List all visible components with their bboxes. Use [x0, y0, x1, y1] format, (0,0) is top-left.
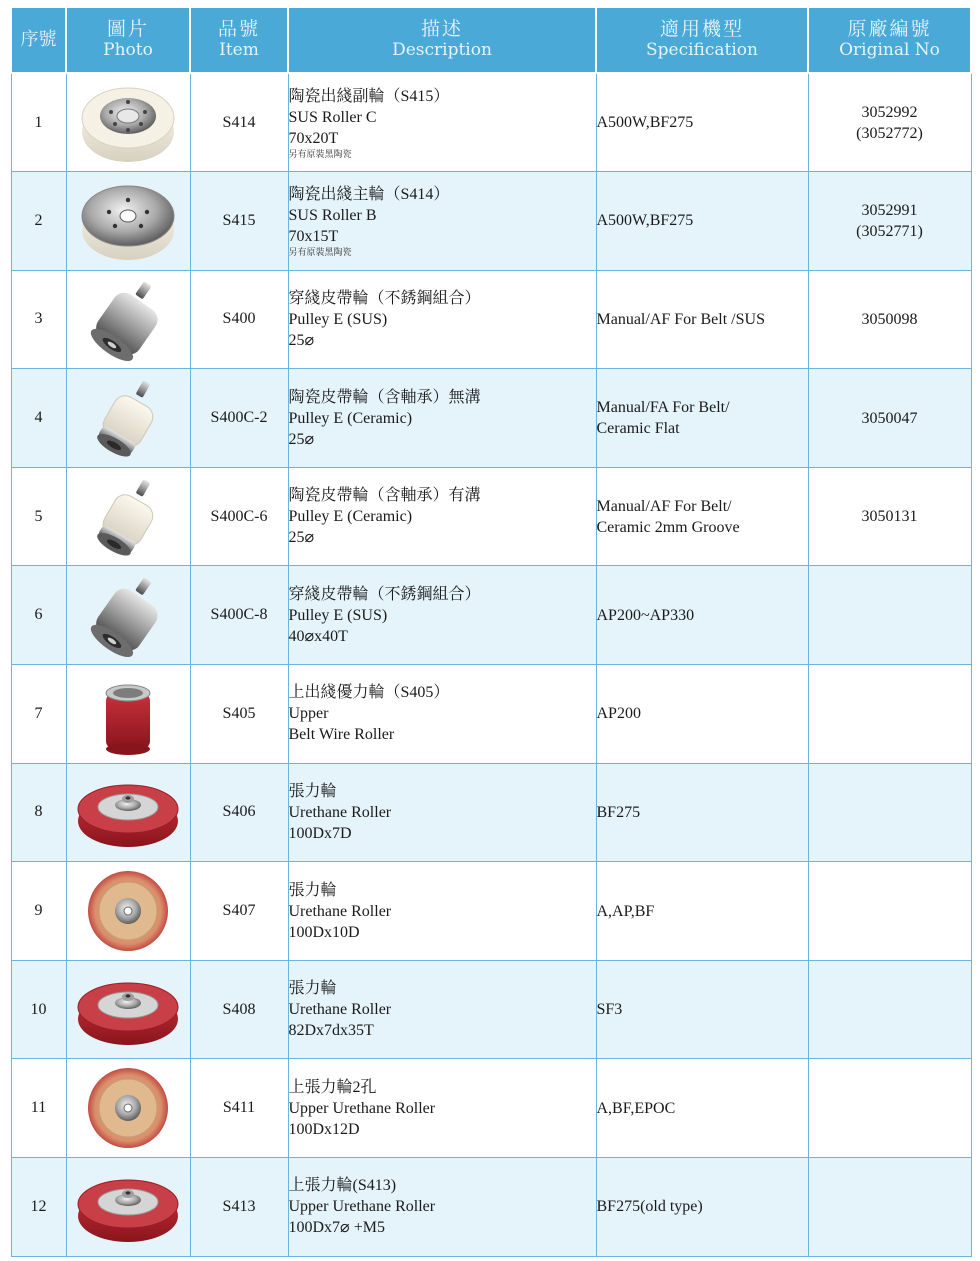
description-line: Urethane Roller: [288, 803, 392, 821]
original-no-cell: [808, 566, 971, 665]
specification-cell: [596, 862, 808, 961]
description-line: 穿綫皮帶輪（不銹鋼組合）: [288, 289, 481, 307]
item-code: S411: [190, 1059, 288, 1158]
description-cell: [288, 566, 596, 665]
description-line: 40⌀x40T: [288, 627, 348, 645]
urethane-roller-side-icon: [73, 1164, 183, 1250]
item-code: S407: [190, 862, 288, 961]
description-line: Pulley E (Ceramic): [288, 409, 413, 427]
row-number: 2: [11, 172, 66, 271]
description-line: Upper: [288, 705, 329, 723]
description-line: 82Dx7dx35T: [288, 1022, 374, 1040]
table-row: [11, 763, 971, 862]
original-no-cell: [808, 467, 971, 566]
description-line: 25⌀: [288, 529, 315, 547]
specification-line: A500W,BF275: [596, 212, 694, 230]
description-line: 穿綫皮帶輪（不銹鋼組合）: [288, 585, 481, 603]
specification-cell: [596, 369, 808, 468]
original-no-line: 3050047: [861, 409, 918, 427]
table-row: [11, 467, 971, 566]
table-row: [11, 1158, 971, 1257]
original-no-line: (3052771): [856, 222, 923, 240]
description-cell: [288, 467, 596, 566]
specification-cell: [596, 270, 808, 369]
product-photo: [66, 73, 190, 172]
original-no-cell: [808, 1158, 971, 1257]
item-code: S400C-2: [190, 369, 288, 468]
specification-line: SF3: [596, 1001, 623, 1019]
specification-line: Manual/AF For Belt/: [596, 497, 732, 515]
specification-line: AP200: [596, 705, 641, 723]
description-line: 張力輪: [288, 782, 337, 800]
row-number: 7: [11, 665, 66, 764]
table-row: [11, 1059, 971, 1158]
specification-cell: [596, 665, 808, 764]
row-number: 4: [11, 369, 66, 468]
description-line: 70x15T: [288, 227, 339, 245]
row-number: 3: [11, 270, 66, 369]
description-line: 陶瓷出綫主輪（S414）: [288, 185, 450, 203]
description-line: 上張力輪(S413): [288, 1177, 397, 1195]
item-code: S400C-8: [190, 566, 288, 665]
original-no-line: 3050098: [861, 310, 918, 328]
steel-roller-icon: [73, 178, 183, 264]
description-line: 100Dx7D: [288, 824, 352, 842]
table-row: [11, 665, 971, 764]
item-code: S400C-6: [190, 467, 288, 566]
table-header: [11, 7, 971, 73]
row-number: 9: [11, 862, 66, 961]
specification-line: Ceramic Flat: [596, 420, 680, 438]
red-cup-roller-icon: [73, 671, 183, 757]
description-line: 100Dx12D: [288, 1120, 360, 1138]
table-body: [11, 73, 971, 1256]
ceramic-pulley-icon: [73, 375, 183, 461]
table-row: [11, 862, 971, 961]
description-cell: [288, 270, 596, 369]
specification-line: Manual/FA For Belt/: [596, 399, 730, 417]
table-row: [11, 73, 971, 172]
description-cell: [288, 73, 596, 172]
description-cell: [288, 172, 596, 271]
steel-pulley-icon: [73, 276, 183, 362]
specification-line: AP200~AP330: [596, 606, 695, 624]
description-cell: [288, 1158, 596, 1257]
original-no-cell: [808, 270, 971, 369]
original-no-line: (3052772): [856, 124, 923, 142]
item-code: S405: [190, 665, 288, 764]
product-photo: [66, 960, 190, 1059]
specification-cell: [596, 467, 808, 566]
header-seq: 序號: [11, 7, 66, 73]
product-photo: [66, 270, 190, 369]
ceramic-roller-icon: [73, 80, 183, 166]
specification-line: BF275: [596, 803, 641, 821]
urethane-roller-front-icon: [73, 1065, 183, 1151]
row-number: 6: [11, 566, 66, 665]
row-number: 5: [11, 467, 66, 566]
original-no-cell: [808, 1059, 971, 1158]
description-line: Pulley E (SUS): [288, 310, 388, 328]
specification-line: A,BF,EPOC: [596, 1099, 676, 1117]
product-photo: [66, 763, 190, 862]
description-cell: [288, 665, 596, 764]
specification-cell: [596, 566, 808, 665]
description-line: 陶瓷皮帶輪（含軸承）無溝: [288, 388, 481, 406]
description-line: Pulley E (Ceramic): [288, 508, 413, 526]
item-code: S400: [190, 270, 288, 369]
header-specification: 適用機型 Specification: [596, 7, 808, 73]
description-cell: [288, 763, 596, 862]
description-line: 上張力輪2孔: [288, 1078, 377, 1096]
description-line: Upper Urethane Roller: [288, 1198, 436, 1216]
item-code: S414: [190, 73, 288, 172]
description-line: 100Dx10D: [288, 923, 360, 941]
row-number: 8: [11, 763, 66, 862]
description-line: 陶瓷皮帶輪（含軸承）有溝: [288, 487, 481, 505]
description-note: 另有原裝黑陶瓷: [288, 246, 352, 257]
specification-cell: [596, 1158, 808, 1257]
row-number: 12: [11, 1158, 66, 1257]
description-line: 25⌀: [288, 430, 315, 448]
product-photo: [66, 1059, 190, 1158]
table-row: [11, 960, 971, 1059]
product-photo: [66, 862, 190, 961]
product-photo: [66, 665, 190, 764]
header-description: 描述 Description: [288, 7, 596, 73]
ceramic-pulley-icon: [73, 474, 183, 560]
specification-cell: [596, 172, 808, 271]
description-line: 陶瓷出綫副輪（S415）: [288, 87, 450, 105]
header-photo: 圖片 Photo: [66, 7, 190, 73]
description-line: Urethane Roller: [288, 902, 392, 920]
product-photo: [66, 369, 190, 468]
specification-cell: [596, 763, 808, 862]
urethane-roller-side-icon: [73, 769, 183, 855]
description-note: 另有原裝黑陶瓷: [288, 148, 352, 159]
description-line: Urethane Roller: [288, 1001, 392, 1019]
table-row: [11, 172, 971, 271]
original-no-line: 3050131: [861, 508, 918, 526]
table-row: [11, 270, 971, 369]
specification-line: Ceramic 2mm Groove: [596, 518, 740, 536]
original-no-cell: [808, 665, 971, 764]
original-no-cell: [808, 172, 971, 271]
description-line: Pulley E (SUS): [288, 606, 388, 624]
specification-cell: [596, 960, 808, 1059]
header-item: 品號 Item: [190, 7, 288, 73]
table-row: [11, 369, 971, 468]
description-line: Upper Urethane Roller: [288, 1099, 436, 1117]
product-photo: [66, 467, 190, 566]
description-line: SUS Roller B: [288, 206, 377, 224]
item-code: S406: [190, 763, 288, 862]
original-no-cell: [808, 763, 971, 862]
original-no-cell: [808, 369, 971, 468]
row-number: 1: [11, 73, 66, 172]
item-code: S415: [190, 172, 288, 271]
original-no-line: 3052992: [861, 103, 918, 121]
product-photo: [66, 566, 190, 665]
original-no-line: 3052991: [861, 201, 918, 219]
description-line: SUS Roller C: [288, 108, 377, 126]
product-photo: [66, 1158, 190, 1257]
item-code: S408: [190, 960, 288, 1059]
description-cell: [288, 862, 596, 961]
specification-line: A500W,BF275: [596, 114, 694, 132]
parts-table: [10, 6, 972, 1257]
original-no-cell: [808, 960, 971, 1059]
specification-line: A,AP,BF: [596, 902, 655, 920]
original-no-cell: [808, 73, 971, 172]
description-line: 張力輪: [288, 980, 337, 998]
description-cell: [288, 960, 596, 1059]
description-line: 70x20T: [288, 129, 339, 147]
specification-cell: [596, 73, 808, 172]
urethane-roller-front-icon: [73, 868, 183, 954]
specification-cell: [596, 1059, 808, 1158]
urethane-roller-side-icon: [73, 967, 183, 1053]
row-number: 10: [11, 960, 66, 1059]
specification-line: BF275(old type): [596, 1198, 703, 1216]
description-line: 上出綫優力輪（S405）: [288, 684, 450, 702]
steel-pulley-icon: [73, 572, 183, 658]
description-line: 100Dx7⌀ +M5: [288, 1219, 385, 1237]
table-row: [11, 566, 971, 665]
item-code: S413: [190, 1158, 288, 1257]
description-line: 25⌀: [288, 331, 315, 349]
header-original-no: 原廠編號 Original No: [808, 7, 971, 73]
original-no-cell: [808, 862, 971, 961]
description-cell: [288, 369, 596, 468]
description-line: Belt Wire Roller: [288, 726, 395, 744]
row-number: 11: [11, 1059, 66, 1158]
description-cell: [288, 1059, 596, 1158]
description-line: 張力輪: [288, 881, 337, 899]
specification-line: Manual/AF For Belt /SUS: [596, 310, 765, 328]
product-photo: [66, 172, 190, 271]
